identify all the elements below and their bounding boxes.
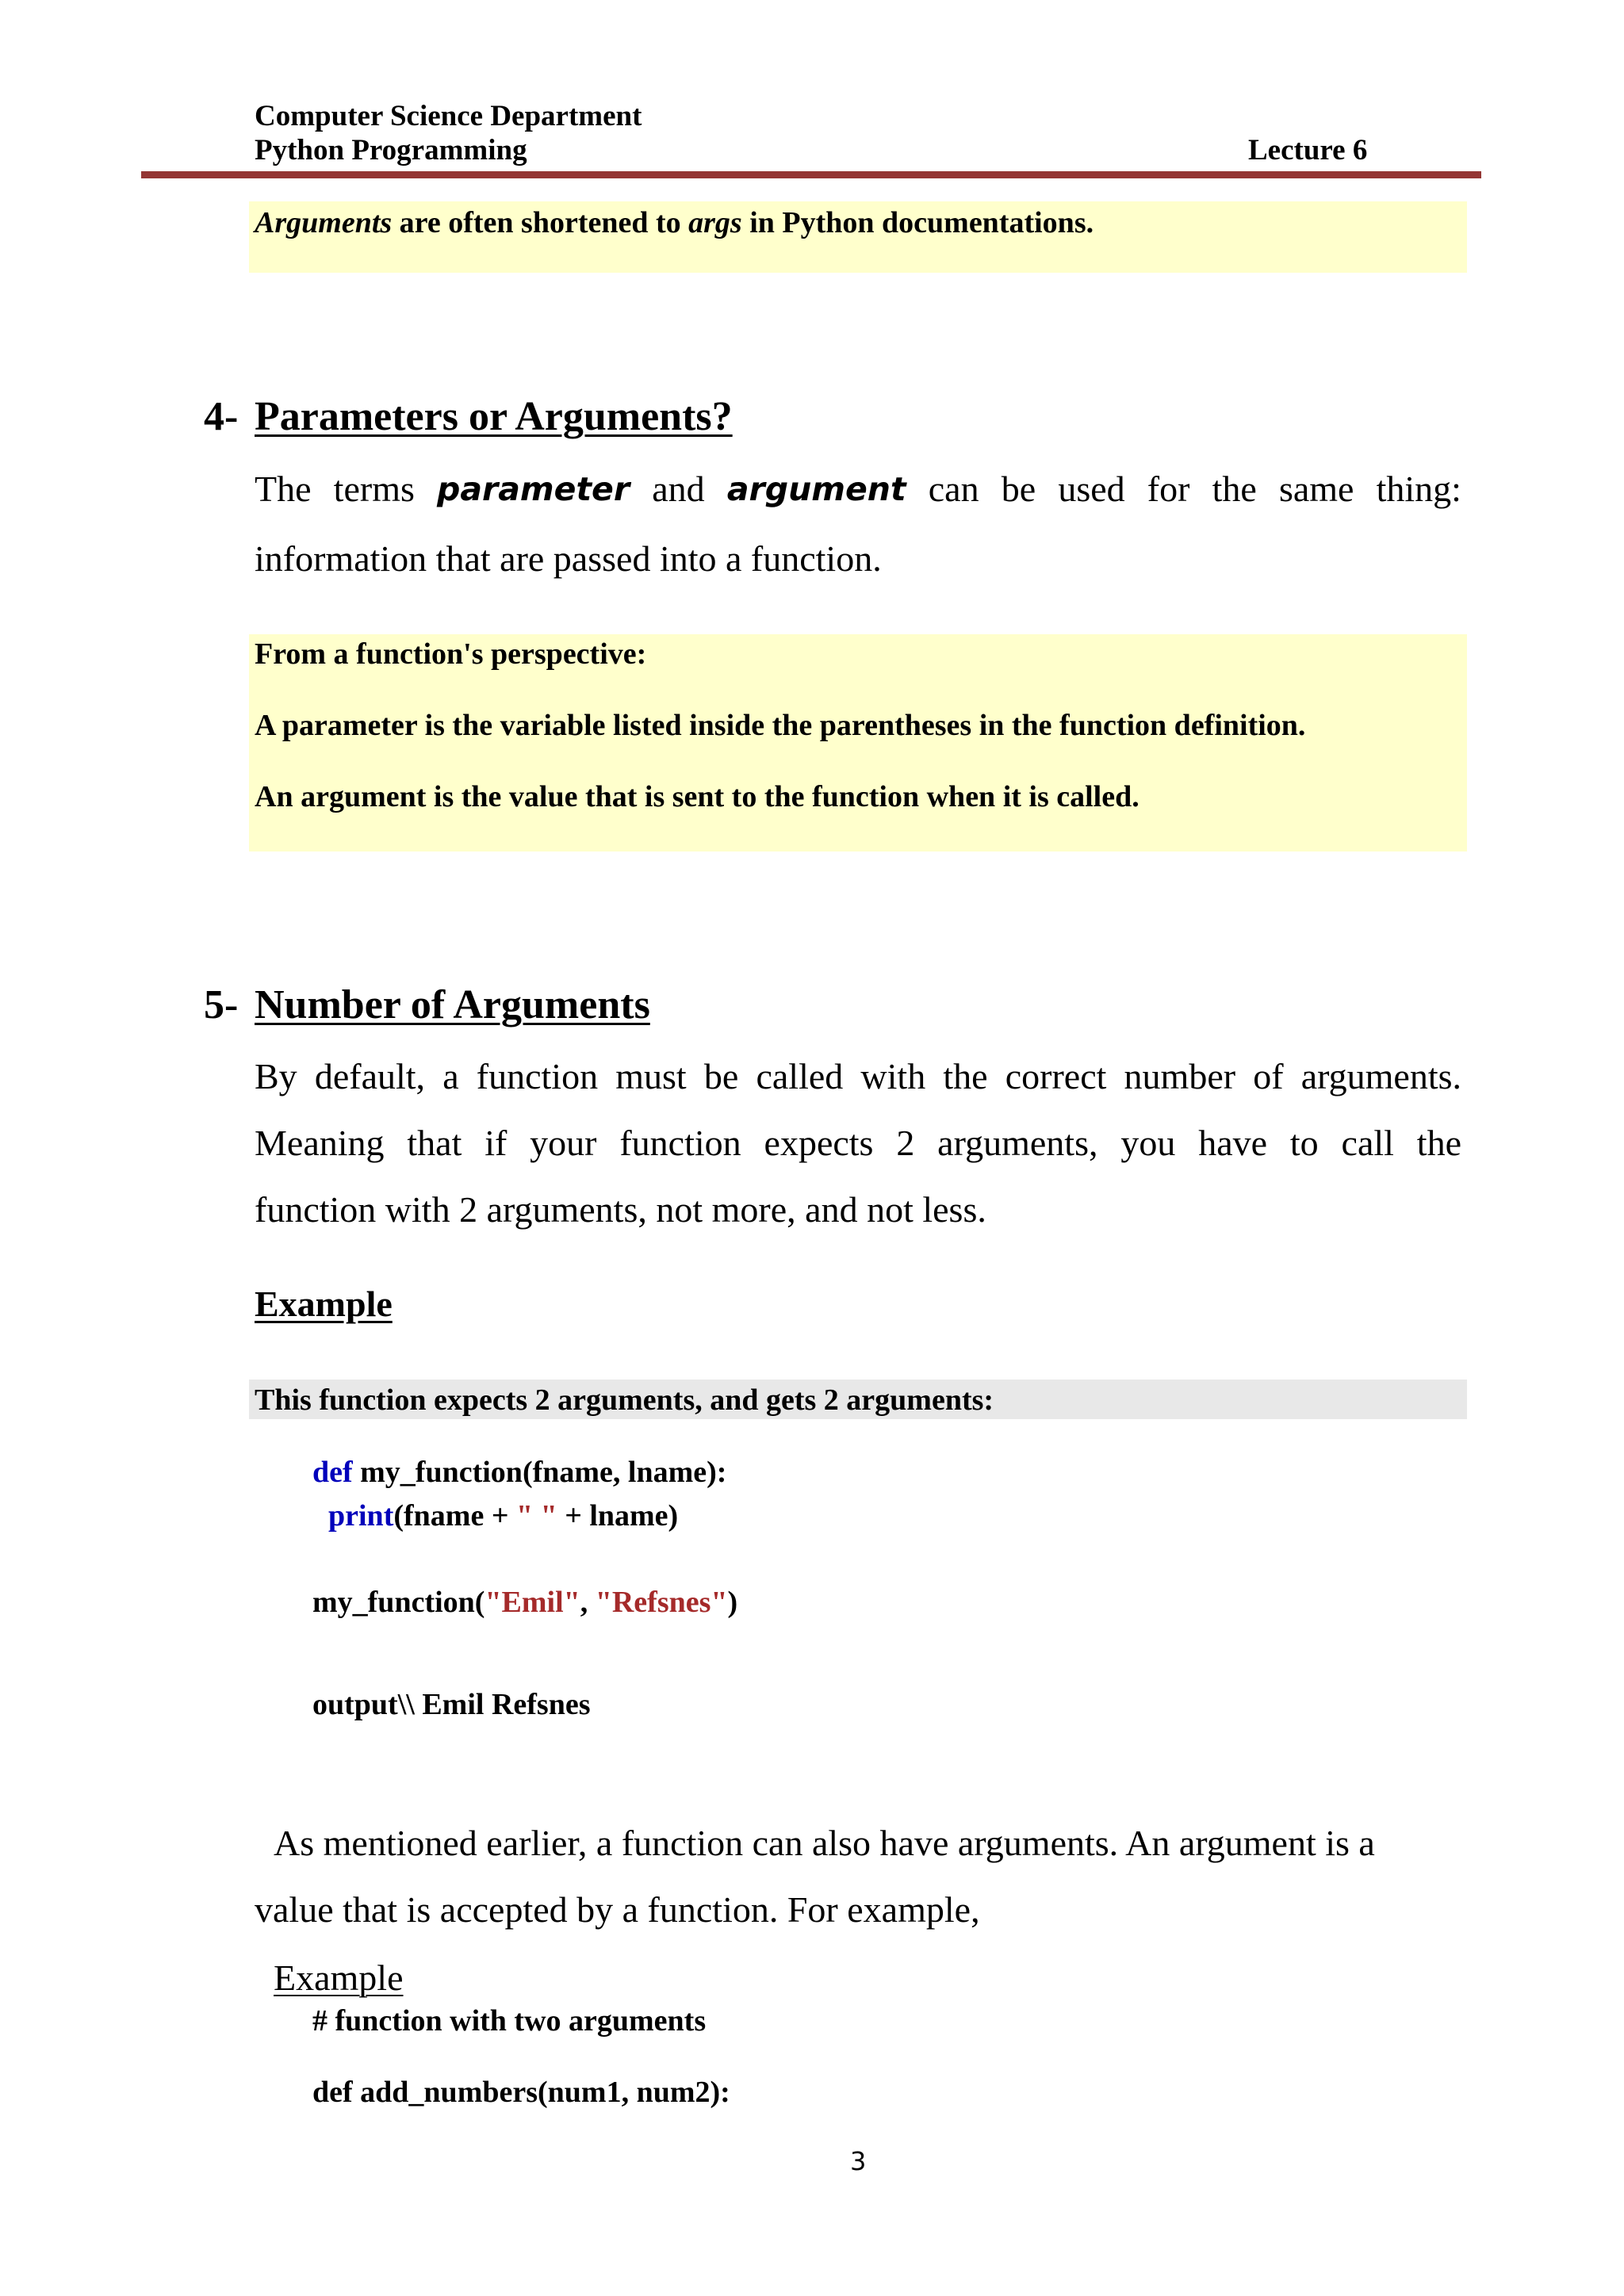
section-5-title: Number of Arguments [255, 982, 650, 1027]
code-line-call: my_function("Emil", "Refsnes") [312, 1586, 738, 1619]
term-parameter: parameter [437, 470, 630, 508]
code-output: output\\ Emil Refsnes [312, 1688, 591, 1721]
section-4-title: Parameters or Arguments? [255, 394, 733, 439]
example-caption: This function expects 2 arguments, and gets 2 arguments: [255, 1383, 994, 1417]
code-def-add-numbers: def add_numbers(num1, num2): [312, 2076, 730, 2109]
header-rule [141, 171, 1481, 178]
section-4-paragraph-line-2: information that are passed into a function. [255, 538, 882, 579]
header-course: Python Programming [255, 134, 527, 166]
term-argument: argument [726, 470, 906, 508]
code-line-def: def my_function(fname, lname): [312, 1456, 727, 1489]
parameter-definition: A parameter is the variable listed inside the parentheses in the function definition. [255, 709, 1306, 742]
section-5-paragraph: By default, a function must be called with the correct number of arguments. Meaning that if your function expects 2 arguments, you have to call the function with 2 arguments, not more, and not less. [255, 1056, 1461, 1230]
section-4-number: 4- [204, 394, 239, 439]
perspective-heading: From a function's perspective: [255, 637, 647, 671]
argument-definition: An argument is the value that is sent to the function when it is called. [255, 780, 1139, 813]
header-lecture: Lecture 6 [1248, 134, 1368, 166]
intro-line-1: As mentioned earlier, a function can also have arguments. An argument is a [274, 1823, 1375, 1863]
example-heading: Example [255, 1284, 393, 1324]
intro-line-2: value that is accepted by a function. For example, [255, 1889, 980, 1930]
args-note: Arguments are often shortened to args in Python documentations. [255, 206, 1094, 239]
code-line-print: print(fname + " " + lname) [328, 1499, 679, 1533]
page-number: 3 [850, 2146, 867, 2176]
code-comment: # function with two arguments [312, 2004, 707, 2038]
header-department: Computer Science Department [255, 100, 642, 132]
example-heading-2: Example [274, 1957, 404, 1998]
section-5-number: 5- [204, 982, 239, 1027]
section-4-paragraph-line-1: The terms parameter and argument can be used for the same thing: [255, 464, 1461, 515]
